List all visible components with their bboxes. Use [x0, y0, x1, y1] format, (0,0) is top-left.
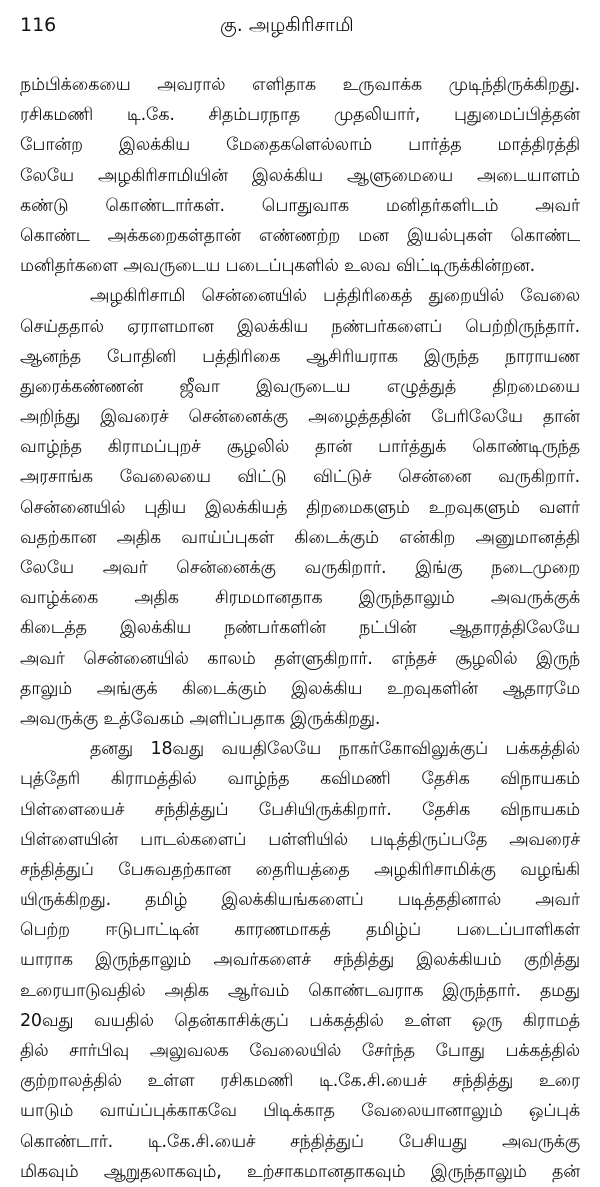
text-line: மனிதர்களை அவருடைய படைப்புகளில் உலவ விட்டிருக்கின்றன.	[20, 256, 535, 277]
text-line: மிகவும் ஆறுதலாகவும், உற்சாகமானதாகவும் இருந்தாலும் தன்	[20, 1161, 580, 1182]
text-line: வாழ்ந்த கிராமப்புறச் சூழலில் தான் பார்த்துக் கொண்டிருந்த	[20, 437, 580, 458]
text-line: அவர் சென்னையில் காலம் தள்ளுகிறார். எந்தச் சூழலில் இருந்	[20, 648, 580, 669]
text-line: லேயே அவர் சென்னைக்கு வருகிறார். இங்கு நடைமுறை	[20, 558, 580, 578]
text-line: பிள்ளையைச் சந்தித்துப் பேசியிருக்கிறார். தேசிக விநாயகம்	[20, 799, 580, 820]
text-line: அழகிரிசாமி சென்னையில் பத்திரிகைத் துறையில் வேலை	[90, 286, 580, 307]
text-line: 20வது வயதில் தென்காசிக்குப் பக்கத்தில் உள்ள ஒரு கிராமத்	[20, 1010, 580, 1031]
text-line: யாராக இருந்தாலும் அவர்களைச் சந்தித்து இலக்கியம் குறித்து	[20, 950, 580, 971]
body-text	[20, 70, 580, 1187]
text-line: யிருக்கிறது. தமிழ் இலக்கியங்களைப் படித்ததினால் அவர்	[20, 890, 580, 911]
text-line: ரசிகமணி டி.கே. சிதம்பரநாத முதலியார், புதுமைப்பித்தன்	[20, 105, 580, 126]
page-header	[20, 14, 580, 40]
text-line: கொண்டார். டி.கே.சி.யைச் சந்தித்துப் பேசியது அவருக்கு	[20, 1131, 580, 1152]
text-line: அரசாங்க வேலையை விட்டு விட்டுச் சென்னை வருகிறார்.	[20, 467, 580, 488]
text-line: தனது 18வது வயதிலேயே நாகர்கோவிலுக்குப் பக்கத்தில்	[90, 739, 580, 760]
text-line: லேயே அழகிரிசாமியின் இலக்கிய ஆளுமையை அடையாளம்	[20, 165, 580, 186]
text-line: பெற்ற ஈடுபாட்டின் காரணமாகத் தமிழ்ப் படைப்பாளிகள்	[20, 920, 580, 941]
text-line: அறிந்து இவரைச் சென்னைக்கு அழைத்ததின் பேரிலேயே தான்	[20, 407, 580, 428]
text-line: போன்ற இலக்கிய மேதைகளெல்லாம் பார்த்த மாத்திரத்தி	[20, 135, 580, 156]
running-head: கு. அழகிரிசாமி	[220, 14, 354, 36]
text-line: தாலும் அங்குக் கிடைக்கும் இலக்கிய உறவுகளின் ஆதாரமே	[20, 678, 580, 699]
text-line: செய்ததால் ஏராளமான இலக்கிய நண்பர்களைப் பெற்றிருந்தார்.	[20, 316, 580, 337]
text-line: குற்றாலத்தில் உள்ள ரசிகமணி டி.கே.சி.யைச் சந்தித்து உரை	[20, 1071, 580, 1092]
text-line: நம்பிக்கையை அவரால் எளிதாக உருவாக்க முடிந்திருக்கிறது.	[20, 75, 580, 95]
text-line: சந்தித்துப் பேசுவதற்கான தைரியத்தை அழகிரிசாமிக்கு வழங்கி	[20, 859, 580, 880]
text-line: வாழ்க்கை அதிக சிரமமானதாக இருந்தாலும் அவருக்குக்	[20, 588, 580, 609]
text-line: உரையாடுவதில் அதிக ஆர்வம் கொண்டவராக இருந்தார். தமது	[20, 980, 580, 1001]
text-line: கிடைத்த இலக்கிய நண்பர்களின் நட்பின் ஆதாரத்திலேயே	[20, 618, 580, 639]
text-line: அவருக்கு உத்வேகம் அளிப்பதாக இருக்கிறது.	[20, 708, 381, 729]
text-line: சென்னையில் புதிய இலக்கியத் திறமைகளும் உறவுகளும் வளர்	[20, 497, 580, 518]
text-line: துரைக்கண்ணன் ஜீவா இவருடைய எழுத்துத் திறமையை	[20, 376, 580, 397]
text-line: கண்டு கொண்டார்கள். பொதுவாக மனிதர்களிடம் அவர்	[20, 195, 580, 216]
text-line: ஆனந்த போதினி பத்திரிகை ஆசிரியராக இருந்த நாராயண	[20, 346, 580, 367]
text-line: தில் சார்பிவு அலுவலக வேலையில் சேர்ந்த போது பக்கத்தில்	[20, 1041, 580, 1061]
text-line: புத்தேரி கிராமத்தில் வாழ்ந்த கவிமணி தேசிக விநாயகம்	[20, 769, 580, 790]
text-line: யாடும் வாய்ப்புக்காகவே பிடிக்காத வேலையானாலும் ஒப்புக்	[20, 1101, 580, 1122]
text-line: பிள்ளையின் பாடல்களைப் பள்ளியில் படித்திருப்பதே அவரைச்	[20, 829, 580, 850]
text-line: வதற்கான அதிக வாய்ப்புகள் கிடைக்கும் என்கிற அனுமானத்தி	[20, 527, 580, 548]
text-line: கொண்ட அக்கறைகள்தான் எண்ணற்ற மன இயல்புகள் கொண்ட	[20, 225, 580, 246]
page-number: 116	[20, 14, 57, 36]
